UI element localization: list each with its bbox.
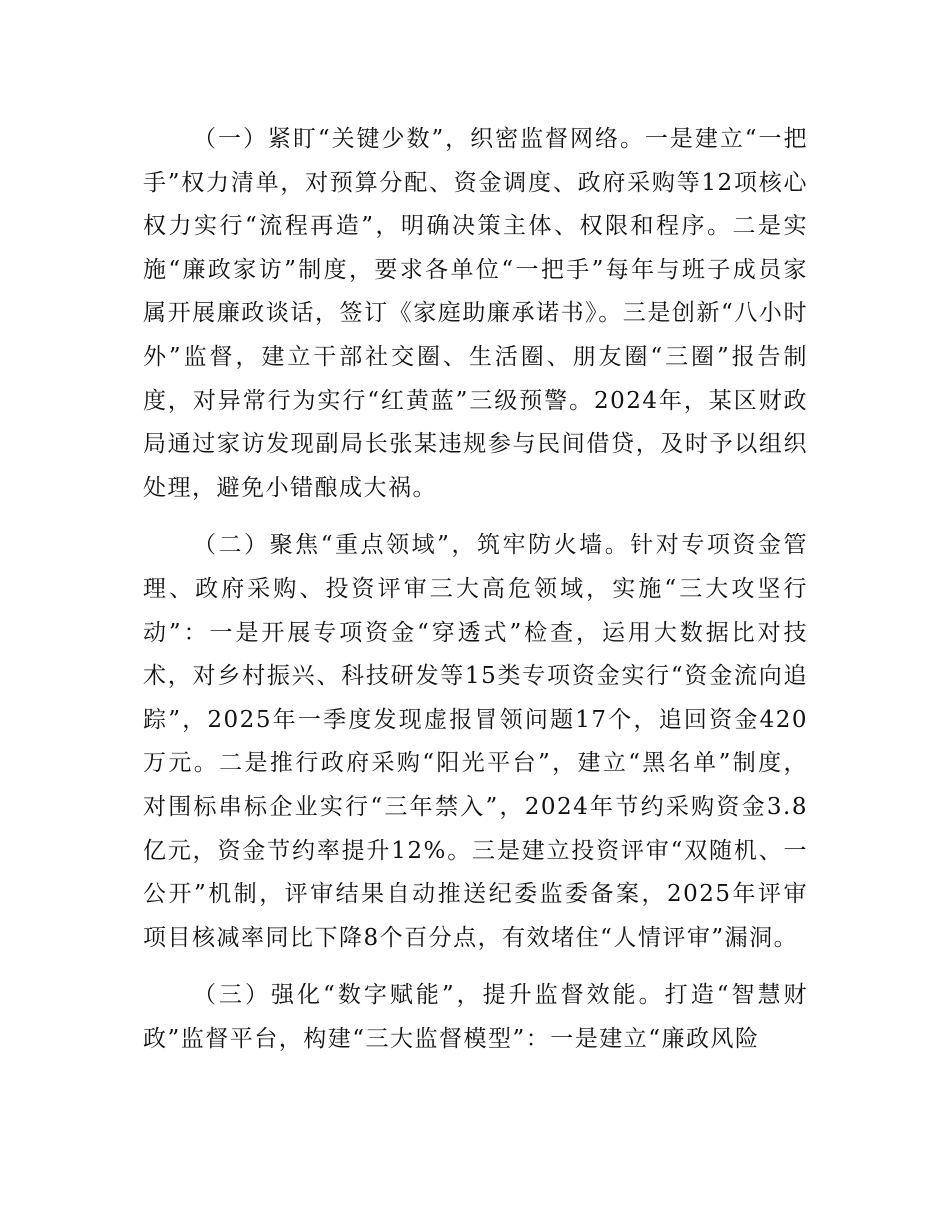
document-body bbox=[143, 118, 808, 1075]
paragraph-1: （一）紧盯“关键少数”，织密监督网络。一是建立“一把手”权力清单，对预算分配、资金调度、政府采购等12项核心权力实行“流程再造”，明确决策主体、权限和程序。二是实施“廉政家访”制度，要求各单位“一把手”每年与班子成员家属开展廉政谈话，签订《家庭助廉承诺书》。三是创新“八小时外”监督，建立干部社交圈、生活圈、朋友圈“三圈”报告制度，对异常行为实行“红黄蓝”三级预警。2024年，某区财政局通过家访发现副局长张某违规参与民间借贷，及时予以组织处理，避免小错酿成大祸。 bbox=[143, 126, 808, 501]
paragraph-2: （二）聚焦“重点领域”，筑牢防火墙。针对专项资金管理、政府采购、投资评审三大高危领域，实施“三大攻坚行动”：一是开展专项资金“穿透式”检查，运用大数据比对技术，对乡村振兴、科技研发等15类专项资金实行“资金流向追踪”，2025年一季度发现虚报冒领问题17个，追回资金420万元。二是推行政府采购“阳光平台”，建立“黑名单”制度，对围标串标企业实行“三年禁入”，2024年节约采购资金3.8亿元，资金节约率提升12%。三是建立投资评审“双随机、一公开”机制，评审结果自动推送纪委监委备案，2025年评审项目核减率同比下降8个百分点，有效堵住“人情评审”漏洞。 bbox=[143, 532, 808, 951]
paragraph-3: （三）强化“数字赋能”，提升监督效能。打造“智慧财政”监督平台，构建“三大监督模型”：一是建立“廉政风险 bbox=[143, 982, 808, 1052]
